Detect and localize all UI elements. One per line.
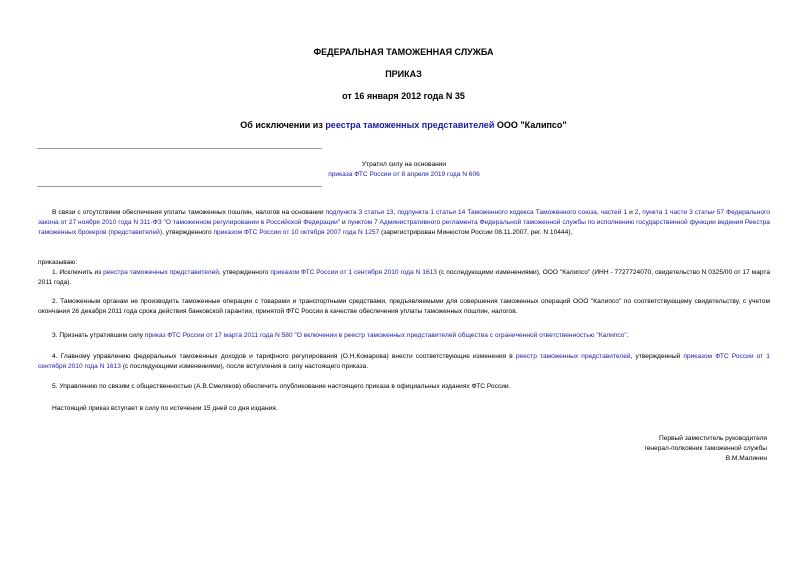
effective-clause-text: Настоящий приказ вступает в силу по истечении 15 дней со дня издания. [52,405,278,412]
item-3-order-link[interactable]: приказ ФТС России от 17 марта 2011 года N 580 "О включении в реестр таможенных представителей общества с ограниченной ответственностью "Калипсо" [144,332,627,339]
item-3-text: 3. Признать утратившим силу [52,332,145,339]
item-4-text: (с последующими изменениями), после вступления в силу настоящего приказа. [120,363,369,370]
doc-title [0,120,807,130]
repeal-note: Утратил силу на основании [361,161,447,168]
item-1-text: , утвержденного [218,269,271,276]
item-1-text: (с последующими изменениями), ООО "Калипсо" (ИНН - 7727724070, свидетельство N 0325/00 от 17 марта 2011 года). [38,269,771,286]
item-5 [38,382,770,392]
item-1 [38,268,770,288]
item-4-text: 4. Главному управлению федеральных таможенных доходов и тарифного регулирования (О.Н.Комарова) внести соответствующие изменения в [52,353,516,360]
preamble-link-1[interactable]: подпункта 3 статьи 13 [325,209,394,216]
effective-clause [38,404,770,414]
signature-block [644,434,767,464]
preamble-paragraph [38,208,770,238]
item-3-text: . [626,332,629,339]
preamble-text: и [627,209,635,216]
doc-type-heading: ПРИКАЗ [385,69,422,79]
repeal-order-link[interactable]: приказа ФТС России от 8 апреля 2019 года N 606 [328,171,480,178]
item-1-text: 1. Исключить из [52,269,104,276]
preamble-link-3[interactable]: частей 1 [600,209,628,216]
item-4-text: , утвержденный [630,353,684,360]
preamble-text: , [638,209,643,216]
divider-top [37,148,322,149]
agency-heading: ФЕДЕРАЛЬНАЯ ТАМОЖЕННАЯ СЛУЖБА [313,47,494,57]
divider-bottom [37,186,322,187]
preamble-text: В связи с отсутствием обеспечения уплаты таможенных пошлин, налогов на основании [52,209,326,216]
preamble-link-4[interactable]: 2 [634,209,639,216]
item-2-text: 2. Таможенным органам не производить таможенные операции с товарами и транспортными средствами, предъявляемыми для совершения таможенных операций ООО "Калипсо" по соответствующему свидетельству, с учетом окончания 26 декабря 2011 года срока действия банковской гарантии, принятой ФТС России в качестве обеспечения уплаты таможенных пошлин, налогов. [38,298,770,315]
signature-rank: генерал-полковник таможенной службы [644,445,767,452]
order-word [38,258,770,268]
doc-date-number: от 16 января 2012 года N 35 [342,91,465,101]
preamble-link-5[interactable]: пункта 1 части 3 статьи 57 Федерального закона от 27 ноября 2010 года N 311-ФЗ "О таможенном регулировании в Российской Федерации" [38,209,770,226]
preamble-text: , утвержденного [162,229,214,236]
item-4 [38,352,770,372]
signature-title: Первый заместитель руководителя [658,435,767,442]
title-prefix: Об исключении из [240,120,326,130]
item-3 [38,331,770,341]
preamble-link-2[interactable]: подпункта 1 статьи 14 Таможенного кодекса Таможенного союза [397,209,597,216]
preamble-link-6[interactable]: пунктом 7 Административного регламента Федеральной таможенной службы по исполнению государственной функции ведения Реестра таможенных брокеров (представителей) [38,219,770,236]
preamble-text: , [596,209,601,216]
signature-name: В.М.Малинин [725,455,767,462]
item-1-registry-link[interactable]: реестра таможенных представителей [103,269,219,276]
item-2 [38,297,770,317]
repeal-note-link-row [300,170,508,180]
preamble-text: , [393,209,398,216]
item-5-text: 5. Управлению по связям с общественностью (А.В.Смеляков) обеспечить опубликование настоящего приказа в официальных изданиях ФТС России. [52,383,511,390]
preamble-text: (зарегистрирован Минюстом России 08.11.2007, рег. N 10444), [379,229,573,236]
order-word-text: приказываю: [38,259,78,266]
title-registry-link[interactable]: реестра таможенных представителей [325,120,495,130]
preamble-link-7[interactable]: приказом ФТС России от 10 октября 2007 года N 1257 [213,229,380,236]
preamble-text: и [340,219,348,226]
item-1-order-link[interactable]: приказом ФТС России от 1 сентября 2010 года N 1613 [270,269,437,276]
item-4-order-link[interactable]: приказом ФТС России от 1 сентября 2010 года N 1613 [38,353,770,370]
item-4-registry-link[interactable]: реестр таможенных представителей [515,353,631,360]
title-suffix: ООО "Калипсо" [494,120,567,130]
